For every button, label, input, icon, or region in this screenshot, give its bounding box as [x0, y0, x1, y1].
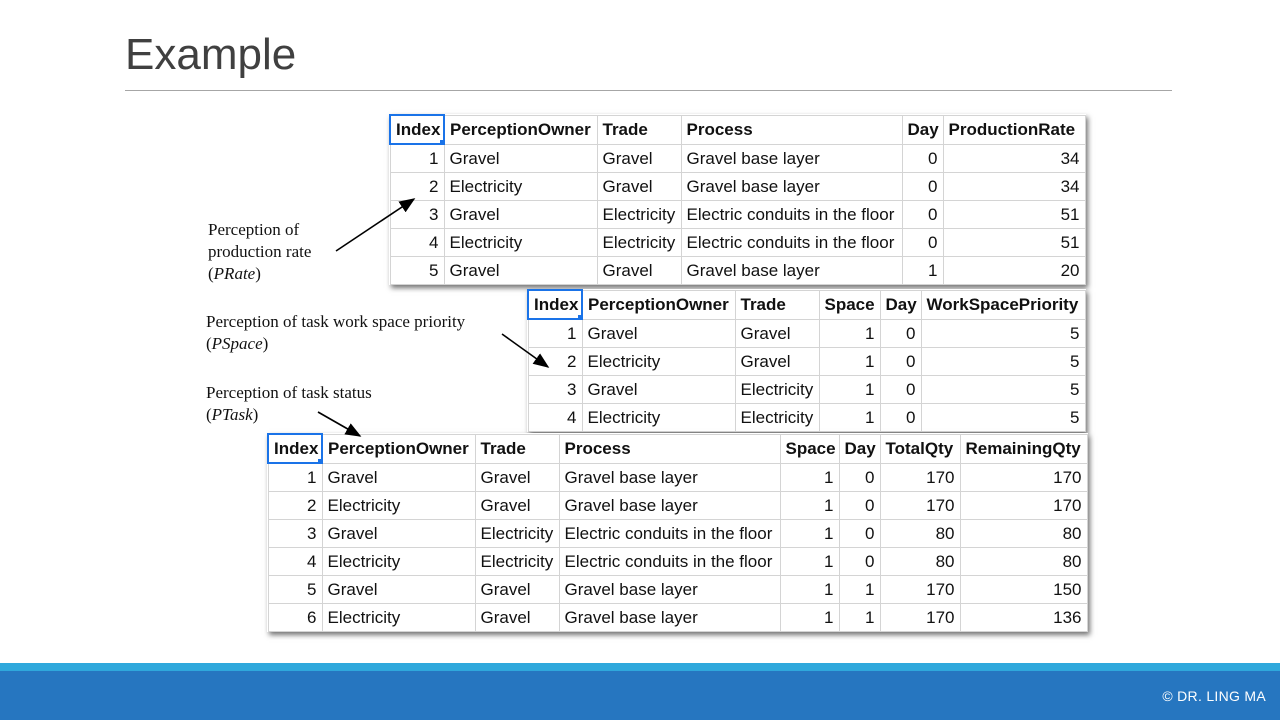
prate-caption-line2: production rate — [208, 242, 312, 261]
footer-accent-stripe — [0, 663, 1280, 671]
table-cell[interactable]: 3 — [528, 376, 582, 404]
table-cell[interactable]: Gravel — [597, 257, 681, 285]
table-cell[interactable]: 170 — [960, 492, 1087, 520]
table-cell[interactable]: 0 — [880, 319, 921, 348]
table-cell[interactable]: 1 — [528, 319, 582, 348]
ptask-column-header[interactable]: Trade — [475, 434, 559, 463]
table-cell[interactable]: Gravel — [735, 348, 819, 376]
prate-caption-abbr: (PRate) — [208, 264, 261, 283]
table-cell[interactable]: Gravel — [597, 173, 681, 201]
table-cell[interactable]: 1 — [390, 144, 444, 173]
table-cell[interactable]: 0 — [902, 144, 943, 173]
ptask-arrow — [318, 412, 360, 436]
ptask-caption-abbr: (PTask) — [206, 405, 259, 424]
pspace-index-header-label: Index — [534, 295, 579, 314]
table-cell[interactable]: 1 — [819, 348, 880, 376]
table-cell[interactable]: 136 — [960, 604, 1087, 632]
prate-column-header[interactable]: ProductionRate — [943, 115, 1085, 144]
table-cell[interactable]: 170 — [960, 463, 1087, 492]
table-cell[interactable]: Gravel — [475, 492, 559, 520]
table-cell[interactable]: Gravel — [444, 144, 597, 173]
pspace-column-header[interactable]: WorkSpacePriority — [921, 290, 1085, 319]
copyright-text: © DR. LING MA — [1162, 688, 1266, 704]
table-cell[interactable]: 5 — [921, 319, 1085, 348]
table-cell[interactable]: 6 — [268, 604, 322, 632]
table-cell[interactable]: Electricity — [735, 376, 819, 404]
table-cell[interactable]: Gravel — [322, 576, 475, 604]
pspace-abbr: PSpace — [211, 334, 263, 353]
table-cell[interactable]: 0 — [902, 229, 943, 257]
table-cell[interactable]: 1 — [839, 576, 880, 604]
prate-column-header[interactable]: Day — [902, 115, 943, 144]
table-cell[interactable]: 80 — [880, 548, 960, 576]
pspace-column-header[interactable]: PerceptionOwner — [582, 290, 735, 319]
table-cell[interactable]: Gravel base layer — [681, 173, 902, 201]
table-cell[interactable]: 5 — [390, 257, 444, 285]
table-cell[interactable]: 0 — [880, 404, 921, 432]
prate-column-header[interactable]: PerceptionOwner — [444, 115, 597, 144]
ptask-column-header[interactable]: Process — [559, 434, 780, 463]
ptask-column-header[interactable]: Space — [780, 434, 839, 463]
table-cell[interactable]: 0 — [839, 463, 880, 492]
table-cell[interactable]: Electricity — [475, 520, 559, 548]
table-cell[interactable]: 51 — [943, 229, 1085, 257]
table-cell[interactable]: Gravel base layer — [559, 492, 780, 520]
table-cell[interactable]: Electricity — [322, 604, 475, 632]
table-cell[interactable]: 0 — [839, 548, 880, 576]
table-cell[interactable]: 0 — [902, 173, 943, 201]
table-cell[interactable]: Gravel base layer — [559, 604, 780, 632]
table-cell[interactable]: Electric conduits in the floor — [559, 520, 780, 548]
prate-column-header[interactable]: Trade — [597, 115, 681, 144]
table-cell[interactable]: Electricity — [444, 229, 597, 257]
pspace-caption-line1: Perception of task work space priority — [206, 312, 466, 331]
prate-caption-line1: Perception of — [208, 220, 300, 239]
pspace-caption-abbr: (PSpace) — [206, 334, 269, 353]
table-cell[interactable]: Gravel — [582, 319, 735, 348]
table-cell[interactable]: 1 — [819, 404, 880, 432]
table-cell[interactable]: Electricity — [582, 348, 735, 376]
table-cell[interactable]: 170 — [880, 463, 960, 492]
table-cell[interactable]: Electricity — [597, 201, 681, 229]
slide-title: Example — [125, 30, 297, 79]
table-cell[interactable]: Gravel — [597, 144, 681, 173]
table-cell[interactable]: 4 — [390, 229, 444, 257]
ptask-column-header[interactable]: RemainingQty — [960, 434, 1087, 463]
ptask-column-header[interactable]: TotalQty — [880, 434, 960, 463]
table-cell[interactable]: 1 — [819, 319, 880, 348]
table-cell[interactable]: Gravel — [735, 319, 819, 348]
table-cell[interactable]: 0 — [880, 348, 921, 376]
table-cell[interactable]: 80 — [960, 548, 1087, 576]
table-cell[interactable]: Gravel — [322, 520, 475, 548]
table-cell[interactable]: 1 — [839, 604, 880, 632]
table-cell[interactable]: 1 — [268, 463, 322, 492]
table-cell[interactable]: 51 — [943, 201, 1085, 229]
table-cell[interactable]: Gravel — [444, 201, 597, 229]
table-cell[interactable]: 80 — [960, 520, 1087, 548]
table-cell[interactable]: 4 — [268, 548, 322, 576]
table-cell[interactable]: Gravel base layer — [559, 576, 780, 604]
footer-bar — [0, 671, 1280, 720]
table-cell[interactable]: 3 — [390, 201, 444, 229]
table-cell[interactable]: Electricity — [322, 548, 475, 576]
table-cell[interactable]: Electricity — [444, 173, 597, 201]
table-cell[interactable]: Electric conduits in the floor — [681, 201, 902, 229]
pspace-arrow — [502, 334, 548, 367]
ptask-abbr: PTask — [211, 405, 253, 424]
ptask-column-header[interactable]: PerceptionOwner — [322, 434, 475, 463]
table-cell[interactable]: 4 — [528, 404, 582, 432]
table-cell[interactable]: Gravel — [582, 376, 735, 404]
table-cell[interactable]: Gravel — [444, 257, 597, 285]
table-cell[interactable]: 170 — [880, 492, 960, 520]
table-cell[interactable]: 5 — [268, 576, 322, 604]
table-cell[interactable]: 1 — [902, 257, 943, 285]
table-cell[interactable]: 1 — [780, 492, 839, 520]
table-cell[interactable]: 5 — [921, 376, 1085, 404]
ptask-column-header[interactable]: Day — [839, 434, 880, 463]
table-cell[interactable]: 34 — [943, 144, 1085, 173]
table-cell[interactable]: 80 — [880, 520, 960, 548]
table-cell[interactable]: Gravel base layer — [681, 144, 902, 173]
table-cell[interactable]: 2 — [390, 173, 444, 201]
prate-column-header[interactable]: Process — [681, 115, 902, 144]
table-cell[interactable]: Gravel — [475, 463, 559, 492]
table-cell[interactable]: 170 — [880, 604, 960, 632]
table-cell[interactable]: 150 — [960, 576, 1087, 604]
table-cell[interactable]: 3 — [268, 520, 322, 548]
table-cell[interactable]: Gravel — [475, 604, 559, 632]
table-cell[interactable]: 1 — [780, 548, 839, 576]
table-cell[interactable]: Electric conduits in the floor — [681, 229, 902, 257]
prate-arrow — [336, 199, 414, 251]
ptask-caption-line1: Perception of task status — [206, 383, 372, 402]
table-cell[interactable]: Electric conduits in the floor — [559, 548, 780, 576]
table-cell[interactable]: 0 — [839, 492, 880, 520]
table-cell[interactable]: Electricity — [582, 404, 735, 432]
table-cell[interactable]: Electricity — [597, 229, 681, 257]
table-cell[interactable]: Gravel — [475, 576, 559, 604]
table-cell[interactable]: Electricity — [735, 404, 819, 432]
table-cell[interactable]: 20 — [943, 257, 1085, 285]
table-cell[interactable]: 1 — [819, 376, 880, 404]
table-cell[interactable]: 5 — [921, 404, 1085, 432]
table-cell[interactable]: 2 — [268, 492, 322, 520]
table-cell[interactable]: 1 — [780, 520, 839, 548]
table-cell[interactable]: 5 — [921, 348, 1085, 376]
table-cell[interactable]: 0 — [880, 376, 921, 404]
table-cell[interactable]: 2 — [528, 348, 582, 376]
table-cell[interactable]: 0 — [839, 520, 880, 548]
table-cell[interactable]: 1 — [780, 576, 839, 604]
table-cell[interactable]: 1 — [780, 463, 839, 492]
pspace-column-header[interactable]: Trade — [735, 290, 819, 319]
table-cell[interactable]: 34 — [943, 173, 1085, 201]
table-cell[interactable]: Electricity — [322, 492, 475, 520]
prate-index-header-label: Index — [396, 120, 441, 139]
table-cell[interactable]: Gravel base layer — [559, 463, 780, 492]
table-cell[interactable]: Gravel — [322, 463, 475, 492]
table-cell[interactable]: 170 — [880, 576, 960, 604]
table-cell[interactable]: Gravel base layer — [681, 257, 902, 285]
pspace-column-header[interactable]: Space — [819, 290, 880, 319]
pspace-column-header[interactable]: Day — [880, 290, 921, 319]
prate-abbr: PRate — [213, 264, 256, 283]
table-cell[interactable]: 0 — [902, 201, 943, 229]
ptask-index-header-label: Index — [274, 439, 319, 458]
table-cell[interactable]: Electricity — [475, 548, 559, 576]
table-cell[interactable]: 1 — [780, 604, 839, 632]
